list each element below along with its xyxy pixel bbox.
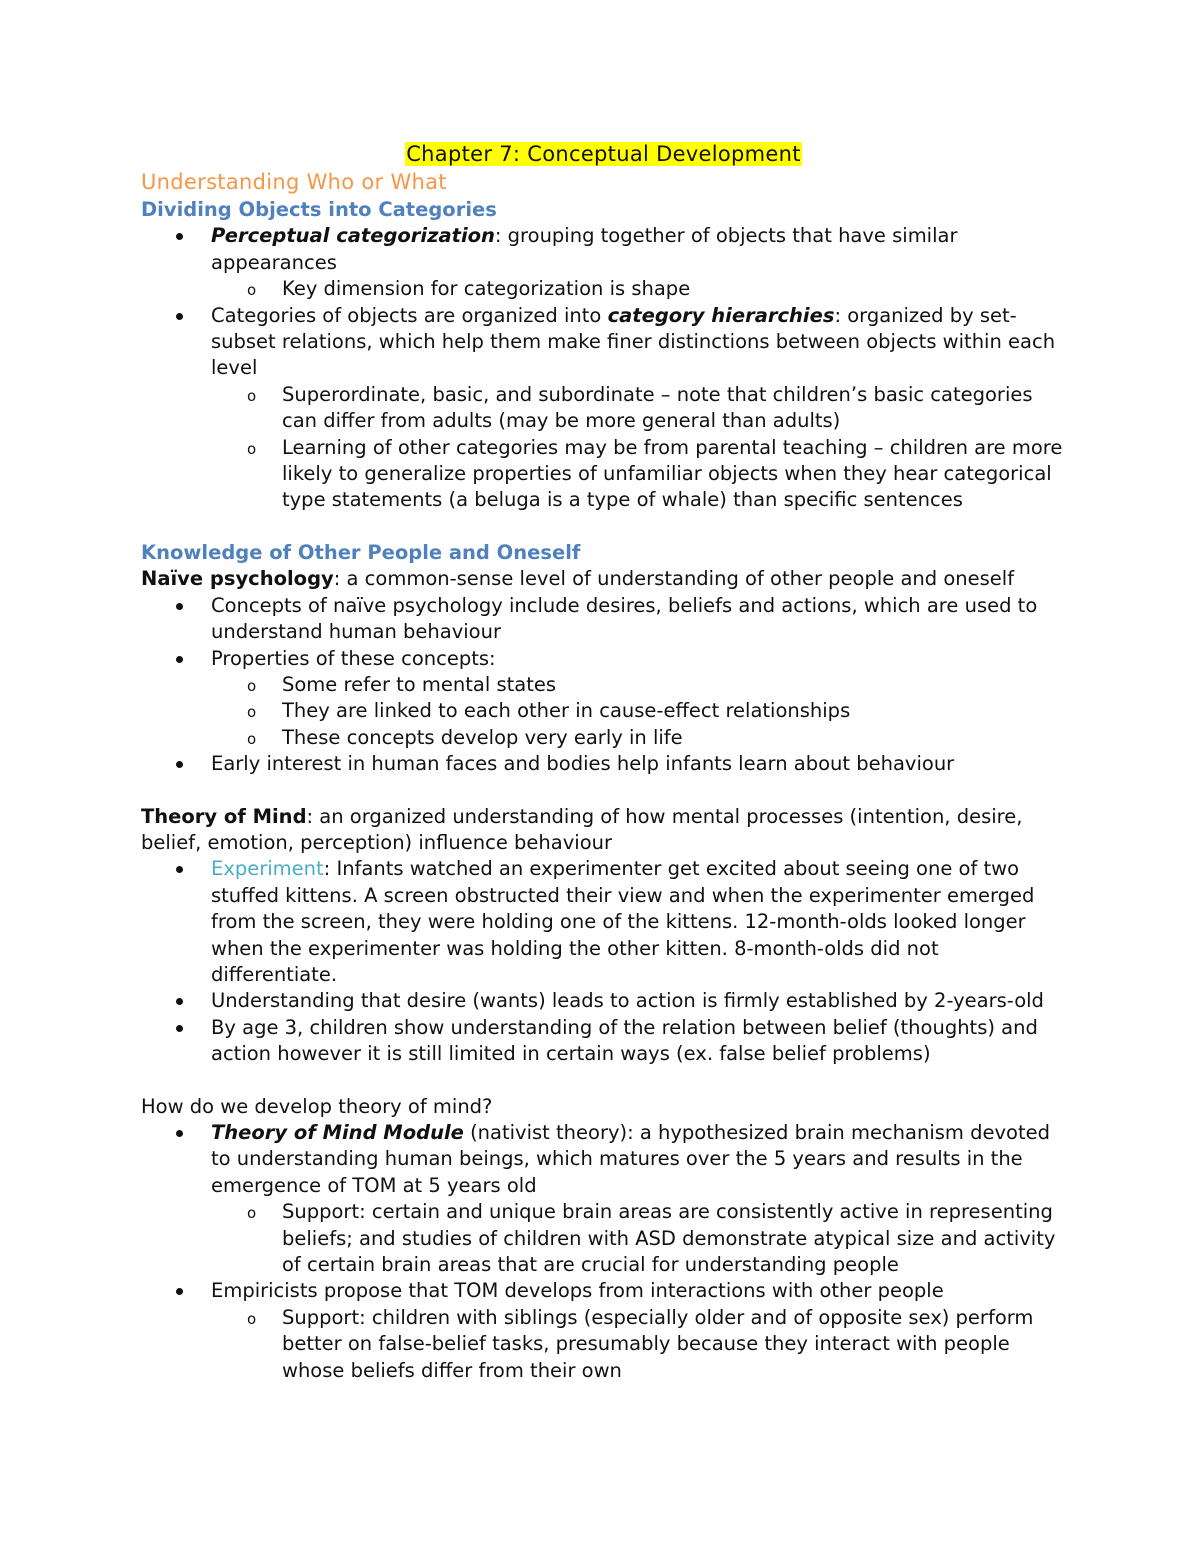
definition: (nativist theory): a hypothesized brain mechanism devoted to understanding human beings, which matures over the 5 years and results in the emergence of TOM at 5 years old	[211, 1121, 1050, 1197]
sub-list-item: o Support: certain and unique brain areas are consistently active in representing beliefs; and studies of children with ASD demonstrate atypical size and activity of certain brain areas that are crucial for understanding people	[141, 1199, 1066, 1278]
term: Theory of Mind Module	[211, 1121, 464, 1144]
list-item	[141, 1120, 1066, 1199]
development-list	[141, 1120, 1066, 1384]
list-item: Properties of these concepts:	[141, 646, 1066, 672]
question-paragraph: How do we develop theory of mind?	[141, 1094, 493, 1118]
spacer	[141, 1068, 1066, 1094]
spacer	[141, 778, 1066, 804]
section-heading: Understanding Who or What	[141, 170, 447, 194]
naive-psychology-list	[141, 593, 1066, 778]
list-item: Early interest in human faces and bodies help infants learn about behaviour	[141, 751, 1066, 777]
chapter-title	[141, 140, 1066, 168]
list-item: By age 3, children show understanding of the relation between belief (thoughts) and action however it is still limited in certain ways (ex. false belief problems)	[141, 1015, 1066, 1068]
sub-list-item: o Support: children with siblings (especially older and of opposite sex) perform better on false-belief tasks, presumably because they interact with people whose beliefs differ from their own	[141, 1305, 1066, 1384]
list-item	[141, 223, 1066, 276]
document-content	[141, 140, 1066, 1384]
theory-of-mind-paragraph	[141, 804, 1066, 857]
naive-psychology-paragraph	[141, 566, 1066, 592]
chapter-title-text: Chapter 7: Conceptual Development	[406, 142, 801, 166]
term: Theory of Mind	[141, 804, 307, 828]
term: Perceptual categorization	[211, 224, 495, 248]
categories-list	[141, 223, 1066, 513]
sub-list-item: o Some refer to mental states	[141, 672, 1066, 698]
list-item: Empiricists propose that TOM develops from interactions with other people	[141, 1278, 1066, 1304]
list-item	[141, 303, 1066, 382]
definition: : grouping together of objects that have similar appearances	[211, 224, 958, 274]
sub-list-item: o Learning of other categories may be from parental teaching – children are more likely to generalize properties of unfamiliar objects when they hear categorical type statements (a beluga is a type of whale) than specific sentences	[141, 435, 1066, 514]
list-item	[141, 856, 1066, 988]
theory-of-mind-list	[141, 856, 1066, 1067]
definition: : an organized understanding of how mental processes (intention, desire, belief, emotion, perception) influence behaviour	[141, 804, 1023, 854]
subsection-heading-categories: Dividing Objects into Categories	[141, 198, 497, 221]
sub-list-item: o Key dimension for categorization is shape	[141, 276, 1066, 302]
sub-list-item: o These concepts develop very early in life	[141, 725, 1066, 751]
list-item: Understanding that desire (wants) leads to action is firmly established by 2-years-old	[141, 988, 1066, 1014]
sub-list-item: o They are linked to each other in cause-effect relationships	[141, 698, 1066, 724]
spacer	[141, 514, 1066, 540]
sub-list-item: o Superordinate, basic, and subordinate – note that children’s basic categories can differ from adults (may be more general than adults)	[141, 382, 1066, 435]
term: category hierarchies	[607, 303, 835, 327]
subsection-heading-knowledge: Knowledge of Other People and Oneself	[141, 540, 581, 564]
experiment-label: Experiment	[211, 857, 324, 881]
text: Categories of objects are organized into	[211, 303, 608, 327]
definition: : a common-sense level of understanding of other people and oneself	[333, 567, 1015, 591]
term: Naïve psychology	[141, 567, 334, 591]
definition: : organized by set-subset relations, which help them make finer distinctions between objects within each level	[211, 303, 1056, 380]
list-item: Concepts of naïve psychology include desires, beliefs and actions, which are used to understand human behaviour	[141, 593, 1066, 646]
experiment-text: : Infants watched an experimenter get excited about seeing one of two stuffed kittens. A screen obstructed their view and when the experimenter emerged from the screen, they were holding one of the kittens. 12-month-olds looked longer when the experimenter was holding the other kitten. 8-month-olds did not differentiate.	[211, 857, 1035, 986]
